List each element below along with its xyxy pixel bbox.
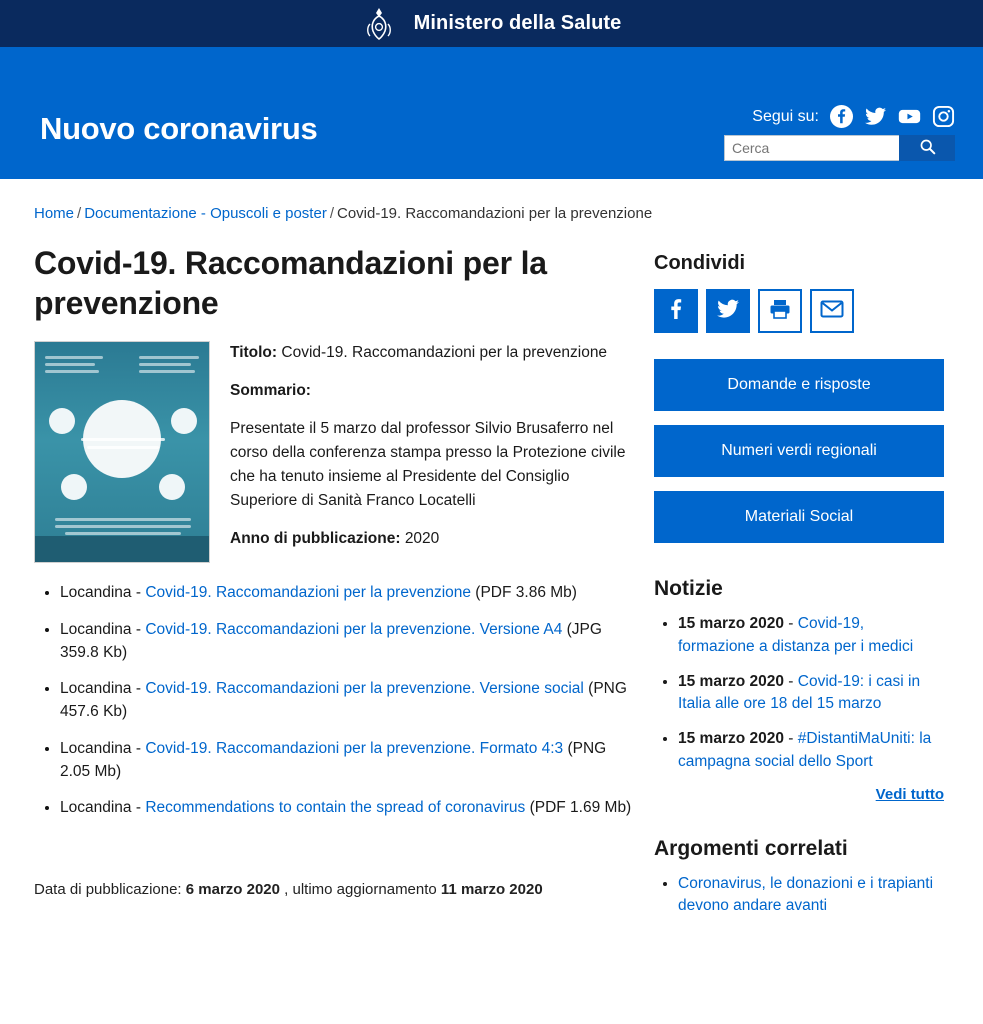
instagram-icon[interactable] <box>932 105 955 128</box>
file-suffix: (PNG 2.05 Mb) <box>60 739 607 780</box>
sommario-label: Sommario: <box>230 382 311 400</box>
search-row <box>724 135 955 161</box>
site-header <box>0 47 983 179</box>
list-item <box>60 618 634 665</box>
topic-link[interactable]: Coronavirus, le donazioni e i trapianti devono andare avanti <box>678 874 934 915</box>
update-date: 11 marzo 2020 <box>440 881 543 899</box>
anno-row <box>230 527 634 551</box>
list-item <box>678 873 944 919</box>
file-prefix: Locandina - <box>60 584 146 602</box>
share-email-button[interactable] <box>810 289 854 333</box>
twitter-icon[interactable] <box>864 105 887 128</box>
topics-list <box>654 873 944 919</box>
youtube-icon[interactable] <box>898 105 921 128</box>
breadcrumb-separator-2: / <box>329 205 334 222</box>
file-prefix: Locandina - <box>60 799 146 817</box>
list-item <box>60 737 634 784</box>
see-all-news-link[interactable]: Vedi tutto <box>875 785 944 803</box>
file-prefix: Locandina - <box>60 739 146 757</box>
search-icon <box>919 138 936 158</box>
titolo-label: Titolo: <box>230 344 278 362</box>
search-input[interactable] <box>724 135 899 161</box>
news-link[interactable]: Covid-19: i casi in Italia alle ore 18 del 15 marzo <box>678 672 921 713</box>
list-item <box>678 613 944 659</box>
news-date: 15 marzo 2020 <box>678 730 784 748</box>
list-item <box>60 581 634 604</box>
list-item <box>60 677 634 724</box>
twitter-icon <box>716 297 740 326</box>
file-suffix: (PDF 1.69 Mb) <box>525 799 632 817</box>
list-item <box>678 728 944 774</box>
file-prefix: Locandina - <box>60 620 146 638</box>
ministry-title: Ministero della Salute <box>413 12 622 34</box>
news-title: Notizie <box>654 577 723 600</box>
file-prefix: Locandina - <box>60 680 146 698</box>
update-prefix: , ultimo aggiornamento <box>280 881 441 899</box>
document-body <box>34 341 634 565</box>
list-item <box>60 796 634 819</box>
breadcrumb <box>0 179 983 222</box>
italy-emblem-icon <box>362 5 396 43</box>
share-twitter-button[interactable] <box>706 289 750 333</box>
attachment-list <box>34 581 634 819</box>
page-title: Covid-19. Raccomandazioni per la prevenzione <box>34 245 547 321</box>
news-dash: - <box>784 615 798 632</box>
news-section <box>654 577 944 803</box>
file-link[interactable]: Recommendations to contain the spread of coronavirus <box>145 799 526 817</box>
facebook-icon <box>664 297 688 326</box>
file-suffix: (PNG 457.6 Kb) <box>60 680 627 721</box>
follow-row <box>752 105 955 128</box>
anno-label: Anno di pubblicazione: <box>230 530 401 548</box>
news-dash: - <box>784 672 798 690</box>
follow-label: Segui su: <box>752 107 819 125</box>
news-date: 15 marzo 2020 <box>678 672 784 690</box>
cta-materiali-social[interactable]: Materiali Social <box>654 491 944 543</box>
topics-section <box>654 837 944 919</box>
sommario-label-row <box>230 379 634 403</box>
news-link[interactable]: #DistantiMaUniti: la campagna social dello Sport <box>678 730 932 770</box>
share-title: Condividi <box>654 252 746 274</box>
breadcrumb-section[interactable]: Documentazione - Opuscoli e poster <box>84 205 327 222</box>
file-link[interactable]: Covid-19. Raccomandazioni per la prevenzione. Versione A4 <box>145 620 563 638</box>
breadcrumb-separator-1: / <box>77 205 82 222</box>
cta-domande-risposte[interactable]: Domande e risposte <box>654 359 944 411</box>
file-link[interactable]: Covid-19. Raccomandazioni per la prevenzione. Formato 4:3 <box>145 739 564 757</box>
breadcrumb-home[interactable]: Home <box>34 205 75 222</box>
news-link[interactable]: Covid-19, formazione a distanza per i medici <box>678 615 914 655</box>
anno-value: 2020 <box>404 530 440 548</box>
news-dash: - <box>784 730 798 748</box>
poster-thumbnail[interactable] <box>34 341 210 563</box>
topics-title: Argomenti correlati <box>654 836 848 860</box>
page-layout <box>0 222 983 938</box>
file-suffix: (JPG 359.8 Kb) <box>60 620 602 661</box>
document-metadata <box>230 341 634 565</box>
ministry-bar <box>0 0 983 47</box>
site-title: Nuovo coronavirus <box>40 111 318 146</box>
titolo-value: Covid-19. Raccomandazioni per la prevenzione <box>281 344 608 362</box>
facebook-icon[interactable] <box>830 105 853 128</box>
file-link[interactable]: Covid-19. Raccomandazioni per la prevenzione. Versione social <box>145 680 584 698</box>
news-date: 15 marzo 2020 <box>678 615 784 632</box>
breadcrumb-current: Covid-19. Raccomandazioni per la prevenzione <box>336 205 653 222</box>
titolo-row <box>230 341 634 365</box>
print-button[interactable] <box>758 289 802 333</box>
list-item <box>678 671 944 717</box>
file-suffix: (PDF 3.86 Mb) <box>471 584 577 602</box>
search-button[interactable] <box>899 135 955 161</box>
sommario-value: Presentate il 5 marzo dal professor Silvio Brusaferro nel corso della conferenza stampa presso la Protezione civile che ha tenuto insieme al Presidente del Consiglio Superiore di Sanità Franco Locatelli <box>230 420 626 510</box>
envelope-icon <box>820 299 844 324</box>
cta-numeri-verdi-regionali[interactable]: Numeri verdi regionali <box>654 425 944 477</box>
share-row <box>654 289 944 333</box>
publication-date: 6 marzo 2020 <box>185 881 280 899</box>
printer-icon <box>768 298 792 325</box>
share-facebook-button[interactable] <box>654 289 698 333</box>
publication-dates <box>34 881 634 938</box>
news-list <box>654 613 944 774</box>
main-content <box>34 222 634 938</box>
sidebar <box>654 222 944 928</box>
publication-prefix: Data di pubblicazione: <box>34 881 186 899</box>
file-link[interactable]: Covid-19. Raccomandazioni per la prevenzione <box>145 584 471 602</box>
